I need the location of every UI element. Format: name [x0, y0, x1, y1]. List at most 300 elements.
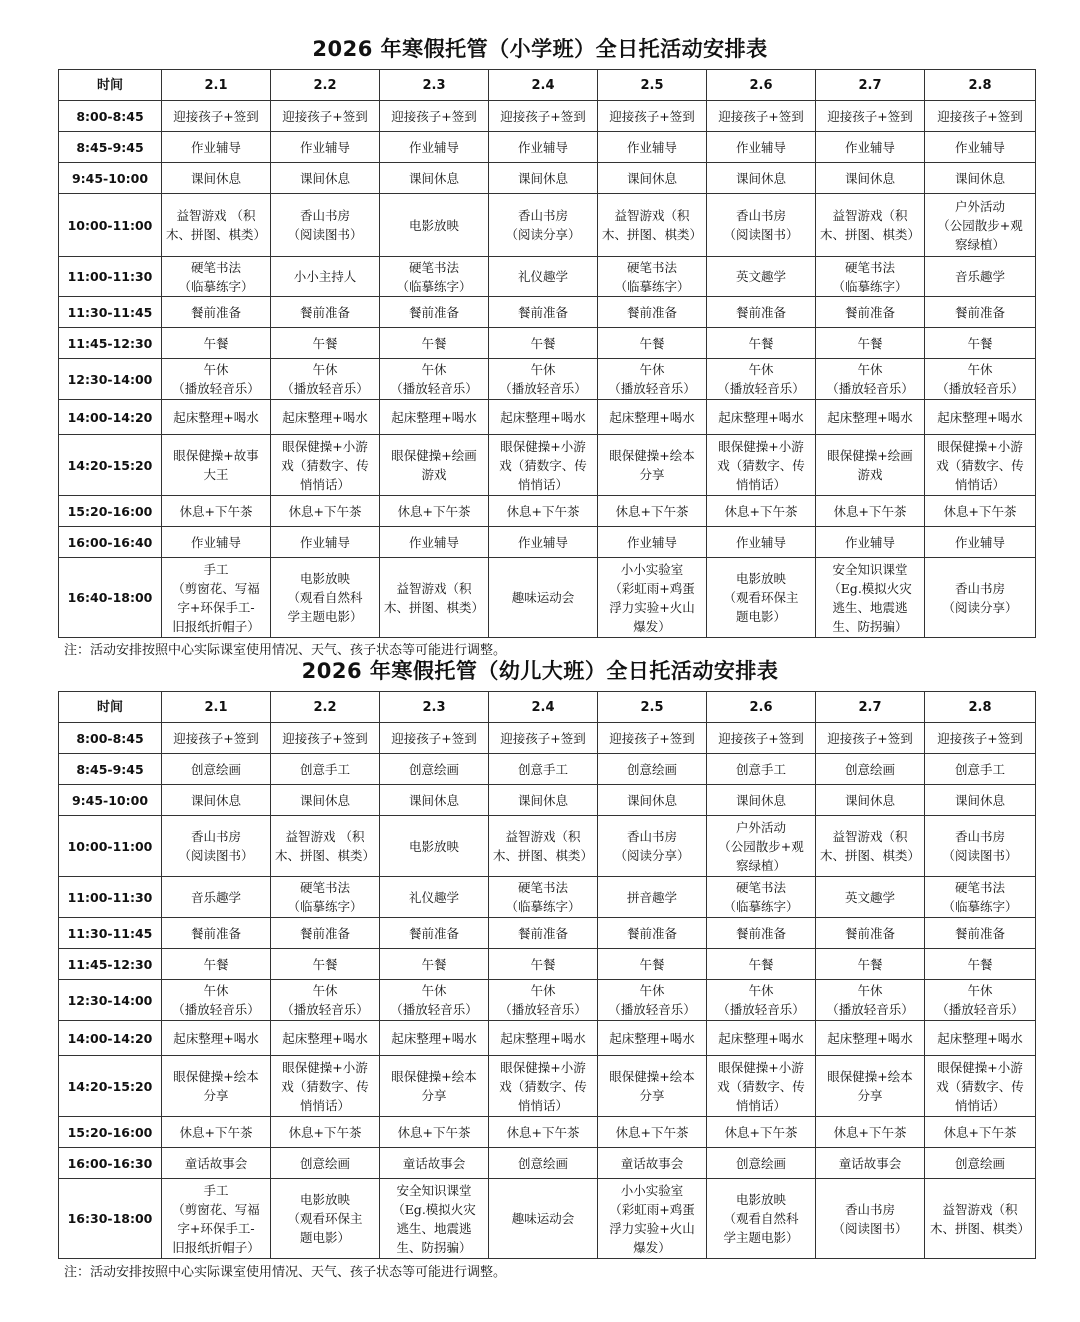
activity-text: 起床整理+喝水 [827, 1030, 913, 1046]
activity-cell [489, 918, 598, 949]
activity-text: 午餐 [639, 956, 665, 972]
table-row [59, 359, 1036, 400]
date-column-header: 2.6 [707, 692, 816, 723]
activity-text: 手工 [203, 561, 229, 577]
activity-text: （阅读分享） [614, 848, 690, 863]
activity-text: 餐前准备 [735, 304, 786, 320]
activity-cell [707, 1117, 816, 1148]
time-slot-cell: 11:45-12:30 [59, 328, 162, 359]
activity-text: 起床整理+喝水 [173, 1030, 259, 1046]
activity-text: 午休 [748, 362, 774, 377]
activity-text: 休息+下午茶 [833, 1124, 907, 1140]
activity-cell [707, 754, 816, 785]
activity-cell [380, 496, 489, 527]
activity-cell [162, 723, 271, 754]
activity-text: 午休 [857, 983, 883, 998]
activity-text: 餐前准备 [844, 925, 895, 941]
activity-text: 安全知识课堂 [832, 561, 908, 577]
activity-text: 餐前准备 [626, 925, 677, 941]
time-slot-cell: 12:30-14:00 [59, 359, 162, 400]
activity-text: （剪窗花、写福 [172, 580, 260, 596]
table-row [59, 132, 1036, 163]
time-slot-cell: 14:00-14:20 [59, 400, 162, 435]
activity-text: 童话故事会 [184, 1155, 248, 1171]
activity-text: 木、拼图、棋类） [601, 227, 702, 242]
activity-text: （公园散步+观 [937, 217, 1023, 233]
table-row [59, 754, 1036, 785]
activity-text: 午休 [748, 983, 774, 998]
activity-cell [598, 877, 707, 918]
activity-text: 眼保健操+绘本 [609, 1069, 695, 1084]
activity-text: 拼音趣学 [626, 889, 677, 905]
activity-cell [707, 558, 816, 638]
activity-text: 电影放映 [408, 217, 459, 233]
activity-text: 英文趣学 [735, 269, 786, 284]
activity-text: 眼保健操+绘本 [827, 1069, 913, 1084]
activity-cell [598, 816, 707, 877]
activity-cell [816, 163, 925, 194]
activity-text: （公园散步+观 [718, 838, 804, 854]
activity-text: 眼保健操+绘本 [173, 1069, 259, 1084]
activity-text: 迎接孩子+签到 [282, 108, 368, 124]
activity-cell [271, 1021, 380, 1056]
activity-cell [598, 1148, 707, 1179]
activity-cell [162, 400, 271, 435]
date-column-header: 2.5 [598, 692, 707, 723]
date-column-header: 2.3 [380, 692, 489, 723]
activity-cell [380, 558, 489, 638]
activity-text: （播放轻音乐） [608, 1002, 696, 1017]
table-row [59, 918, 1036, 949]
activity-cell [162, 328, 271, 359]
activity-text: 课间休息 [517, 792, 568, 808]
date-column-header: 2.8 [925, 692, 1036, 723]
activity-text: 作业辅导 [844, 139, 895, 155]
activity-cell [707, 163, 816, 194]
activity-text: 课间休息 [735, 170, 786, 186]
activity-cell [816, 918, 925, 949]
activity-cell [816, 1148, 925, 1179]
activity-text: 作业辅导 [735, 139, 786, 155]
activity-text: 硬笔书法 [954, 880, 1005, 895]
activity-cell [162, 194, 271, 257]
activity-text: （临摹练字） [614, 278, 690, 294]
activity-cell [162, 101, 271, 132]
activity-text: 察绿植） [735, 857, 786, 873]
activity-text: 作业辅导 [517, 139, 568, 155]
activity-text: 午餐 [748, 956, 774, 972]
table-row [59, 1117, 1036, 1148]
activity-cell [271, 400, 380, 435]
activity-cell [271, 527, 380, 558]
activity-text: 创意手工 [299, 761, 350, 777]
time-slot-cell: 8:00-8:45 [59, 723, 162, 754]
activity-cell [598, 949, 707, 980]
activity-text: （播放轻音乐） [390, 381, 478, 396]
activity-cell [925, 785, 1036, 816]
activity-text: 戏（猜数字、传 [281, 1078, 369, 1094]
activity-text: 戏（猜数字、传 [717, 1078, 805, 1094]
activity-cell [380, 101, 489, 132]
activity-text: 音乐趣学 [954, 269, 1005, 284]
activity-cell [489, 435, 598, 496]
activity-cell [271, 194, 380, 257]
activity-text: （临摹练字） [723, 899, 799, 914]
table-row [59, 785, 1036, 816]
activity-text: 迎接孩子+签到 [500, 108, 586, 124]
activity-cell [598, 1117, 707, 1148]
time-slot-cell: 9:45-10:00 [59, 163, 162, 194]
activity-text: 午餐 [857, 956, 883, 972]
activity-text: 餐前准备 [844, 304, 895, 320]
activity-cell [925, 163, 1036, 194]
activity-cell [380, 328, 489, 359]
activity-cell [598, 918, 707, 949]
time-slot-cell: 11:30-11:45 [59, 297, 162, 328]
activity-text: 硬笔书法 [626, 259, 677, 275]
activity-text: 木、拼图、棋类） [929, 1220, 1030, 1236]
activity-cell [271, 558, 380, 638]
activity-text: 木、拼图、棋类） [819, 227, 920, 242]
time-slot-cell: 8:45-9:45 [59, 754, 162, 785]
activity-text: 悄悄话） [299, 1097, 350, 1113]
activity-text: 戏（猜数字、传 [936, 457, 1024, 473]
activity-text: 分享 [203, 1088, 229, 1103]
activity-text: 小小主持人 [293, 269, 357, 284]
activity-cell [707, 816, 816, 877]
activity-text: 作业辅导 [408, 534, 459, 550]
activity-text: 起床整理+喝水 [500, 1030, 586, 1046]
activity-text: （剪窗花、写福 [172, 1201, 260, 1217]
activity-text: 创意手工 [517, 761, 568, 777]
activity-cell [925, 877, 1036, 918]
activity-cell [162, 785, 271, 816]
activity-text: 迎接孩子+签到 [500, 730, 586, 746]
activity-cell [598, 1056, 707, 1117]
activity-text: 浮力实验+火山 [609, 599, 695, 615]
time-slot-cell: 14:20-15:20 [59, 1056, 162, 1117]
activity-cell [489, 980, 598, 1021]
activity-text: 手工 [203, 1182, 229, 1198]
activity-text: （播放轻音乐） [281, 1002, 369, 1017]
activity-text: 创意绘画 [517, 1155, 568, 1171]
activity-text: 学主题电影） [723, 1230, 799, 1245]
activity-cell [925, 435, 1036, 496]
activity-cell [598, 1021, 707, 1056]
activity-text: （阅读图书） [942, 848, 1018, 863]
activity-text: （播放轻音乐） [172, 381, 260, 396]
activity-text: 眼保健操+小游 [500, 438, 586, 454]
activity-text: 眼保健操+绘本 [391, 1069, 477, 1084]
activity-text: （彩虹雨+鸡蛋 [609, 1201, 695, 1217]
activity-text: 迎接孩子+签到 [173, 108, 259, 124]
activity-text: （阅读图书） [287, 227, 363, 242]
activity-text: 迎接孩子+签到 [391, 108, 477, 124]
activity-cell [925, 816, 1036, 877]
date-column-header: 2.3 [380, 70, 489, 101]
activity-cell [707, 400, 816, 435]
activity-text: 创意绘画 [408, 761, 459, 777]
activity-text: 创意手工 [735, 761, 786, 777]
date-column-header: 2.2 [271, 70, 380, 101]
activity-cell [598, 328, 707, 359]
activity-text: 电影放映 [408, 838, 459, 854]
activity-cell [271, 328, 380, 359]
activity-text: 休息+下午茶 [943, 503, 1017, 519]
activity-cell [925, 400, 1036, 435]
table-row [59, 980, 1036, 1021]
activity-text: 小小实验室 [620, 561, 684, 577]
activity-cell [162, 1056, 271, 1117]
activity-text: 起床整理+喝水 [391, 1030, 477, 1046]
activity-cell [380, 435, 489, 496]
activity-text: 餐前准备 [190, 925, 241, 941]
schedule-note: 注：活动安排按照中心实际课室使用情况、天气、孩子状态等可能进行调整。 [64, 1265, 507, 1280]
activity-text: 戏（猜数字、传 [281, 457, 369, 473]
activity-cell [162, 1021, 271, 1056]
time-slot-cell: 11:45-12:30 [59, 949, 162, 980]
activity-text: 午餐 [421, 335, 447, 351]
activity-text: 迎接孩子+签到 [609, 730, 695, 746]
activity-cell [816, 400, 925, 435]
activity-text: 休息+下午茶 [397, 1124, 471, 1140]
activity-cell [489, 1056, 598, 1117]
activity-text: 悄悄话） [735, 476, 786, 492]
activity-text: 悄悄话） [517, 476, 568, 492]
activity-text: 作业辅导 [299, 139, 350, 155]
activity-text: 课间休息 [954, 792, 1005, 808]
activity-text: 餐前准备 [299, 304, 350, 320]
table-row [59, 816, 1036, 877]
activity-cell [925, 194, 1036, 257]
activity-text: 戏（猜数字、传 [499, 457, 587, 473]
activity-text: 学主题电影） [287, 609, 363, 624]
activity-text: （观看自然科 [723, 1211, 799, 1226]
activity-text: 休息+下午茶 [724, 1124, 798, 1140]
activity-cell [707, 435, 816, 496]
activity-text: （播放轻音乐） [499, 381, 587, 396]
activity-text: 起床整理+喝水 [827, 409, 913, 425]
activity-text: 香山书房 [954, 580, 1005, 596]
activity-text: 午餐 [530, 956, 556, 972]
activity-cell [271, 723, 380, 754]
activity-cell [271, 754, 380, 785]
activity-text: 眼保健操+小游 [937, 438, 1023, 454]
time-slot-cell: 8:00-8:45 [59, 101, 162, 132]
activity-text: 香山书房 [626, 829, 677, 844]
activity-text: 午休 [967, 983, 993, 998]
activity-text: 硬笔书法 [735, 880, 786, 895]
activity-cell [380, 1056, 489, 1117]
activity-cell [489, 101, 598, 132]
activity-text: 课间休息 [844, 792, 895, 808]
activity-text: 浮力实验+火山 [609, 1220, 695, 1236]
activity-text: 作业辅导 [735, 534, 786, 550]
activity-text: 创意绘画 [190, 761, 241, 777]
activity-cell [380, 980, 489, 1021]
activity-text: 字+环保手工- [177, 1220, 255, 1236]
activity-cell [816, 785, 925, 816]
activity-cell [162, 257, 271, 297]
schedule-title: 2026 年寒假托管（小学班）全日托活动安排表 [312, 37, 768, 61]
activity-text: 休息+下午茶 [724, 503, 798, 519]
activity-cell [707, 101, 816, 132]
activity-cell [489, 1148, 598, 1179]
activity-cell [707, 527, 816, 558]
activity-cell [271, 1148, 380, 1179]
activity-cell [925, 101, 1036, 132]
activity-text: 午餐 [203, 956, 229, 972]
activity-cell [598, 496, 707, 527]
activity-cell [816, 359, 925, 400]
activity-cell [380, 400, 489, 435]
activity-text: （彩虹雨+鸡蛋 [609, 580, 695, 596]
schedule-note: 注：活动安排按照中心实际课室使用情况、天气、孩子状态等可能进行调整。 [64, 643, 507, 658]
activity-cell [598, 558, 707, 638]
activity-cell [707, 918, 816, 949]
activity-cell [380, 257, 489, 297]
activity-text: 趣味运动会 [511, 590, 575, 605]
activity-cell [380, 1117, 489, 1148]
activity-cell [380, 723, 489, 754]
activity-text: 字+环保手工- [177, 599, 255, 615]
activity-cell [380, 816, 489, 877]
activity-cell [380, 1179, 489, 1259]
activity-cell [489, 400, 598, 435]
activity-text: （临摹练字） [396, 278, 472, 294]
activity-text: 悄悄话） [517, 1097, 568, 1113]
activity-text: （播放轻音乐） [717, 1002, 805, 1017]
header-row [59, 692, 1036, 723]
activity-text: 课间休息 [844, 170, 895, 186]
activity-text: 午餐 [421, 956, 447, 972]
activity-text: 香山书房 [735, 208, 786, 223]
activity-cell [816, 132, 925, 163]
activity-text: 午休 [967, 362, 993, 377]
activity-cell [162, 132, 271, 163]
activity-cell [925, 297, 1036, 328]
activity-cell [380, 297, 489, 328]
activity-cell [598, 297, 707, 328]
activity-text: （播放轻音乐） [172, 1002, 260, 1017]
activity-cell [816, 877, 925, 918]
activity-text: 餐前准备 [408, 304, 459, 320]
activity-text: 课间休息 [299, 792, 350, 808]
activity-text: 电影放映 [735, 571, 786, 586]
activity-text: 午餐 [748, 335, 774, 351]
activity-text: 午餐 [967, 335, 993, 351]
activity-text: 课间休息 [408, 792, 459, 808]
activity-text: 眼保健操+故事 [173, 448, 259, 463]
activity-cell [489, 785, 598, 816]
time-slot-cell: 11:30-11:45 [59, 918, 162, 949]
activity-text: 休息+下午茶 [506, 503, 580, 519]
activity-text: 创意手工 [954, 761, 1005, 777]
activity-text: 木、拼图、棋类） [819, 848, 920, 863]
activity-cell [380, 949, 489, 980]
table-row [59, 297, 1036, 328]
activity-cell [489, 328, 598, 359]
activity-text: 眼保健操+小游 [718, 1059, 804, 1075]
activity-text: 迎接孩子+签到 [718, 730, 804, 746]
activity-text: 眼保健操+小游 [282, 1059, 368, 1075]
activity-cell [598, 754, 707, 785]
activity-text: 餐前准备 [190, 304, 241, 320]
activity-text: 木、拼图、棋类） [274, 848, 375, 863]
activity-cell [271, 257, 380, 297]
activity-cell [162, 1179, 271, 1259]
activity-text: 休息+下午茶 [288, 1124, 362, 1140]
activity-text: 迎接孩子+签到 [827, 108, 913, 124]
activity-cell [925, 1179, 1036, 1259]
activity-cell [816, 980, 925, 1021]
activity-text: 木、拼图、棋类） [492, 848, 593, 863]
activity-text: 小小实验室 [620, 1182, 684, 1198]
activity-cell [162, 163, 271, 194]
activity-text: 午休 [312, 983, 338, 998]
activity-text: 爆发） [633, 1239, 671, 1255]
activity-text: 分享 [639, 1088, 665, 1103]
activity-text: 起床整理+喝水 [173, 409, 259, 425]
activity-text: 午餐 [530, 335, 556, 351]
activity-text: 作业辅导 [190, 139, 241, 155]
activity-cell [707, 949, 816, 980]
activity-text: （临摹练字） [287, 899, 363, 914]
activity-text: 作业辅导 [954, 534, 1005, 550]
activity-text: 硬笔书法 [299, 880, 350, 895]
activity-cell [271, 435, 380, 496]
activity-cell [816, 435, 925, 496]
activity-cell [162, 527, 271, 558]
time-slot-cell: 12:30-14:00 [59, 980, 162, 1021]
activity-text: 益智游戏 （积 [176, 208, 256, 223]
activity-cell [816, 496, 925, 527]
activity-text: （临摹练字） [832, 278, 908, 294]
activity-text: 作业辅导 [626, 534, 677, 550]
activity-text: 起床整理+喝水 [282, 1030, 368, 1046]
activity-cell [816, 816, 925, 877]
activity-cell [162, 816, 271, 877]
activity-text: 午餐 [639, 335, 665, 351]
activity-text: 趣味运动会 [511, 1211, 575, 1226]
table-row [59, 328, 1036, 359]
activity-cell [271, 980, 380, 1021]
activity-cell [707, 359, 816, 400]
activity-cell [707, 257, 816, 297]
activity-cell [162, 435, 271, 496]
activity-cell [598, 785, 707, 816]
activity-text: 迎接孩子+签到 [391, 730, 477, 746]
activity-text: 戏（猜数字、传 [717, 457, 805, 473]
activity-cell [271, 297, 380, 328]
activity-text: （播放轻音乐） [390, 1002, 478, 1017]
activity-text: 休息+下午茶 [943, 1124, 1017, 1140]
activity-cell [489, 527, 598, 558]
activity-text: （阅读图书） [832, 1220, 908, 1236]
activity-text: 安全知识课堂 [396, 1182, 472, 1198]
activity-cell [816, 527, 925, 558]
activity-cell [816, 723, 925, 754]
activity-text: 益智游戏（积 [614, 208, 690, 223]
time-slot-cell: 14:20-15:20 [59, 435, 162, 496]
activity-text: 课间休息 [517, 170, 568, 186]
activity-text: 悄悄话） [954, 1097, 1005, 1113]
activity-text: 益智游戏（积 [396, 580, 472, 596]
activity-cell [489, 1179, 598, 1259]
activity-text: 午餐 [203, 335, 229, 351]
activity-cell [271, 816, 380, 877]
time-slot-cell: 11:00-11:30 [59, 257, 162, 297]
